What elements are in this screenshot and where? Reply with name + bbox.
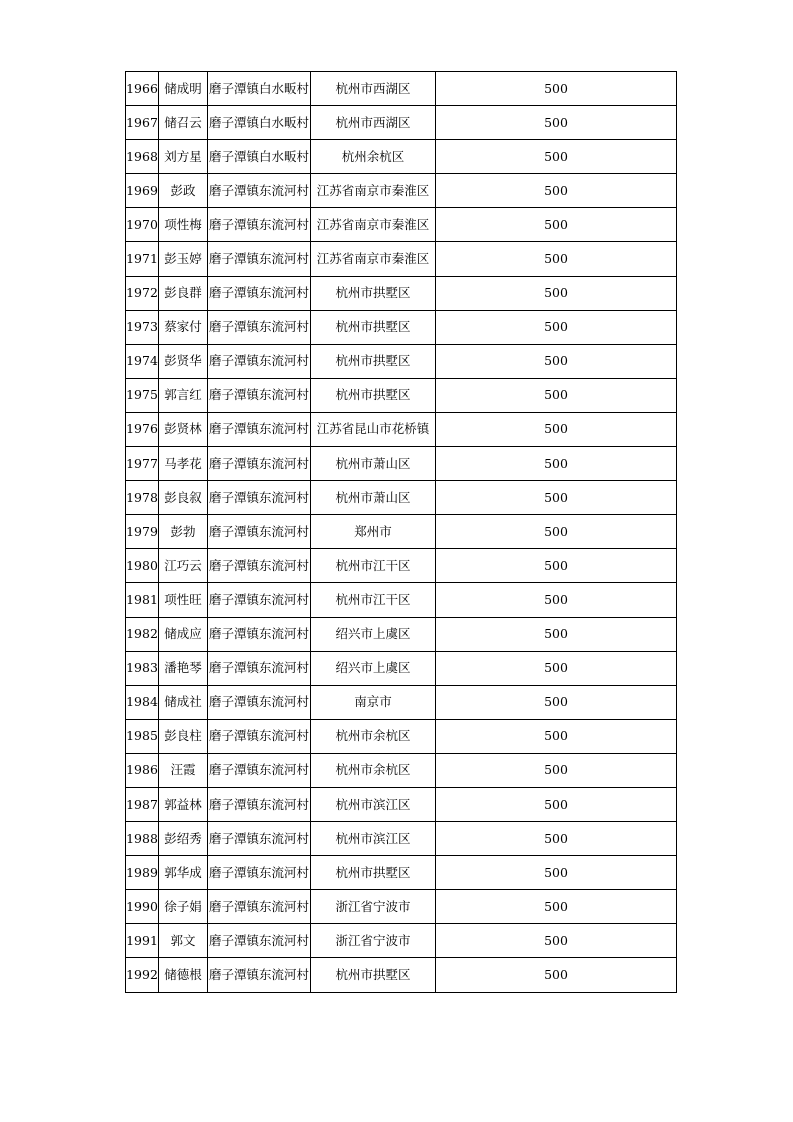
amount-value-cell: 500: [436, 378, 677, 412]
village-name-cell: 磨子潭镇东流河村: [208, 344, 311, 378]
amount-value-cell: 500: [436, 242, 677, 276]
table-row: [126, 208, 677, 242]
table-row: [126, 719, 677, 753]
work-location-cell: 江苏省南京市秦淮区: [311, 242, 436, 276]
table-row: [126, 378, 677, 412]
person-name-cell: 彭政: [159, 174, 208, 208]
amount-value-cell: 500: [436, 140, 677, 174]
amount-value-cell: 500: [436, 310, 677, 344]
table-row: [126, 651, 677, 685]
work-location-cell: 杭州市滨江区: [311, 822, 436, 856]
amount-value-cell: 500: [436, 344, 677, 378]
table-row: [126, 412, 677, 446]
person-name-cell: 彭良群: [159, 276, 208, 310]
work-location-cell: 杭州市萧山区: [311, 447, 436, 481]
amount-value-cell: 500: [436, 787, 677, 821]
records-table: [125, 71, 677, 993]
amount-value-cell: 500: [436, 412, 677, 446]
village-name-cell: 磨子潭镇东流河村: [208, 174, 311, 208]
work-location-cell: 杭州市拱墅区: [311, 958, 436, 992]
person-name-cell: 彭玉婷: [159, 242, 208, 276]
amount-value-cell: 500: [436, 856, 677, 890]
person-name-cell: 潘艳琴: [159, 651, 208, 685]
row-number-cell: 1968: [126, 140, 159, 174]
table-row: [126, 617, 677, 651]
work-location-cell: 杭州市拱墅区: [311, 378, 436, 412]
village-name-cell: 磨子潭镇东流河村: [208, 447, 311, 481]
amount-value-cell: 500: [436, 822, 677, 856]
person-name-cell: 郭华成: [159, 856, 208, 890]
amount-value-cell: 500: [436, 719, 677, 753]
work-location-cell: 杭州市江干区: [311, 583, 436, 617]
table-row: [126, 310, 677, 344]
village-name-cell: 磨子潭镇东流河村: [208, 890, 311, 924]
amount-value-cell: 500: [436, 685, 677, 719]
work-location-cell: 南京市: [311, 685, 436, 719]
table-row: [126, 685, 677, 719]
village-name-cell: 磨子潭镇东流河村: [208, 856, 311, 890]
work-location-cell: 杭州市拱墅区: [311, 310, 436, 344]
table-row: [126, 242, 677, 276]
row-number-cell: 1980: [126, 549, 159, 583]
person-name-cell: 汪霞: [159, 753, 208, 787]
work-location-cell: 杭州市西湖区: [311, 106, 436, 140]
row-number-cell: 1984: [126, 685, 159, 719]
row-number-cell: 1981: [126, 583, 159, 617]
table-row: [126, 140, 677, 174]
person-name-cell: 马孝花: [159, 447, 208, 481]
amount-value-cell: 500: [436, 617, 677, 651]
village-name-cell: 磨子潭镇东流河村: [208, 276, 311, 310]
work-location-cell: 杭州市拱墅区: [311, 856, 436, 890]
person-name-cell: 郭益林: [159, 787, 208, 821]
village-name-cell: 磨子潭镇东流河村: [208, 583, 311, 617]
work-location-cell: 绍兴市上虞区: [311, 617, 436, 651]
row-number-cell: 1988: [126, 822, 159, 856]
row-number-cell: 1974: [126, 344, 159, 378]
amount-value-cell: 500: [436, 481, 677, 515]
table-row: [126, 549, 677, 583]
row-number-cell: 1979: [126, 515, 159, 549]
amount-value-cell: 500: [436, 208, 677, 242]
table-row: [126, 753, 677, 787]
amount-value-cell: 500: [436, 106, 677, 140]
row-number-cell: 1969: [126, 174, 159, 208]
amount-value-cell: 500: [436, 651, 677, 685]
village-name-cell: 磨子潭镇白水畈村: [208, 140, 311, 174]
row-number-cell: 1977: [126, 447, 159, 481]
row-number-cell: 1985: [126, 719, 159, 753]
row-number-cell: 1975: [126, 378, 159, 412]
table-row: [126, 344, 677, 378]
amount-value-cell: 500: [436, 72, 677, 106]
person-name-cell: 彭绍秀: [159, 822, 208, 856]
work-location-cell: 浙江省宁波市: [311, 924, 436, 958]
village-name-cell: 磨子潭镇东流河村: [208, 719, 311, 753]
work-location-cell: 杭州市西湖区: [311, 72, 436, 106]
row-number-cell: 1992: [126, 958, 159, 992]
village-name-cell: 磨子潭镇东流河村: [208, 685, 311, 719]
row-number-cell: 1990: [126, 890, 159, 924]
person-name-cell: 储德根: [159, 958, 208, 992]
village-name-cell: 磨子潭镇东流河村: [208, 753, 311, 787]
row-number-cell: 1978: [126, 481, 159, 515]
table-row: [126, 72, 677, 106]
work-location-cell: 杭州市拱墅区: [311, 344, 436, 378]
village-name-cell: 磨子潭镇东流河村: [208, 208, 311, 242]
village-name-cell: 磨子潭镇东流河村: [208, 924, 311, 958]
person-name-cell: 彭良柱: [159, 719, 208, 753]
village-name-cell: 磨子潭镇白水畈村: [208, 106, 311, 140]
amount-value-cell: 500: [436, 890, 677, 924]
amount-value-cell: 500: [436, 447, 677, 481]
row-number-cell: 1972: [126, 276, 159, 310]
row-number-cell: 1983: [126, 651, 159, 685]
row-number-cell: 1976: [126, 412, 159, 446]
table-row: [126, 822, 677, 856]
amount-value-cell: 500: [436, 549, 677, 583]
person-name-cell: 蔡家付: [159, 310, 208, 344]
amount-value-cell: 500: [436, 276, 677, 310]
village-name-cell: 磨子潭镇东流河村: [208, 822, 311, 856]
row-number-cell: 1970: [126, 208, 159, 242]
table-row: [126, 174, 677, 208]
person-name-cell: 储召云: [159, 106, 208, 140]
amount-value-cell: 500: [436, 958, 677, 992]
person-name-cell: 储成应: [159, 617, 208, 651]
amount-value-cell: 500: [436, 515, 677, 549]
village-name-cell: 磨子潭镇东流河村: [208, 242, 311, 276]
table-row: [126, 583, 677, 617]
person-name-cell: 郭文: [159, 924, 208, 958]
row-number-cell: 1973: [126, 310, 159, 344]
village-name-cell: 磨子潭镇东流河村: [208, 378, 311, 412]
work-location-cell: 江苏省南京市秦淮区: [311, 174, 436, 208]
work-location-cell: 浙江省宁波市: [311, 890, 436, 924]
village-name-cell: 磨子潭镇东流河村: [208, 549, 311, 583]
row-number-cell: 1986: [126, 753, 159, 787]
village-name-cell: 磨子潭镇东流河村: [208, 617, 311, 651]
work-location-cell: 杭州市滨江区: [311, 787, 436, 821]
person-name-cell: 项性梅: [159, 208, 208, 242]
amount-value-cell: 500: [436, 583, 677, 617]
row-number-cell: 1987: [126, 787, 159, 821]
table-row: [126, 276, 677, 310]
work-location-cell: 杭州市余杭区: [311, 753, 436, 787]
village-name-cell: 磨子潭镇东流河村: [208, 481, 311, 515]
work-location-cell: 杭州市江干区: [311, 549, 436, 583]
work-location-cell: 江苏省昆山市花桥镇: [311, 412, 436, 446]
person-name-cell: 江巧云: [159, 549, 208, 583]
village-name-cell: 磨子潭镇东流河村: [208, 412, 311, 446]
row-number-cell: 1982: [126, 617, 159, 651]
person-name-cell: 彭良叙: [159, 481, 208, 515]
records-table-body: [126, 72, 677, 993]
table-row: [126, 106, 677, 140]
row-number-cell: 1989: [126, 856, 159, 890]
row-number-cell: 1991: [126, 924, 159, 958]
person-name-cell: 项性旺: [159, 583, 208, 617]
village-name-cell: 磨子潭镇东流河村: [208, 310, 311, 344]
row-number-cell: 1971: [126, 242, 159, 276]
row-number-cell: 1966: [126, 72, 159, 106]
table-row: [126, 515, 677, 549]
table-row: [126, 856, 677, 890]
person-name-cell: 储成明: [159, 72, 208, 106]
village-name-cell: 磨子潭镇东流河村: [208, 515, 311, 549]
table-row: [126, 787, 677, 821]
person-name-cell: 彭勃: [159, 515, 208, 549]
work-location-cell: 杭州市萧山区: [311, 481, 436, 515]
row-number-cell: 1967: [126, 106, 159, 140]
village-name-cell: 磨子潭镇白水畈村: [208, 72, 311, 106]
person-name-cell: 彭贤林: [159, 412, 208, 446]
amount-value-cell: 500: [436, 174, 677, 208]
person-name-cell: 徐子娟: [159, 890, 208, 924]
table-row: [126, 958, 677, 992]
work-location-cell: 杭州市拱墅区: [311, 276, 436, 310]
village-name-cell: 磨子潭镇东流河村: [208, 958, 311, 992]
village-name-cell: 磨子潭镇东流河村: [208, 651, 311, 685]
table-row: [126, 481, 677, 515]
person-name-cell: 郭言红: [159, 378, 208, 412]
table-row: [126, 890, 677, 924]
amount-value-cell: 500: [436, 753, 677, 787]
person-name-cell: 刘方星: [159, 140, 208, 174]
work-location-cell: 绍兴市上虞区: [311, 651, 436, 685]
table-row: [126, 447, 677, 481]
person-name-cell: 彭贤华: [159, 344, 208, 378]
work-location-cell: 杭州市余杭区: [311, 719, 436, 753]
village-name-cell: 磨子潭镇东流河村: [208, 787, 311, 821]
work-location-cell: 江苏省南京市秦淮区: [311, 208, 436, 242]
table-row: [126, 924, 677, 958]
work-location-cell: 郑州市: [311, 515, 436, 549]
person-name-cell: 储成社: [159, 685, 208, 719]
amount-value-cell: 500: [436, 924, 677, 958]
work-location-cell: 杭州余杭区: [311, 140, 436, 174]
